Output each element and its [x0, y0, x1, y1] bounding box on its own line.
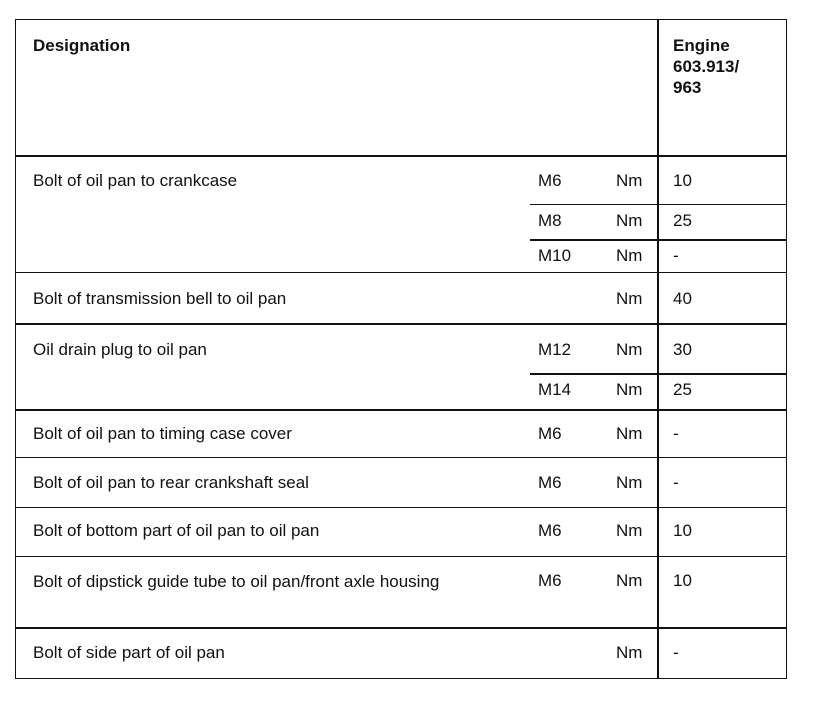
engine-header-line2: 603.913/: [673, 57, 740, 76]
row-designation: Bolt of transmission bell to oil pan: [33, 289, 287, 308]
row-designation: Bolt of dipstick guide tube to oil pan/front axle housing: [33, 572, 440, 591]
row-separator: [15, 323, 787, 325]
row-unit: Nm: [616, 340, 643, 359]
row-separator: [15, 627, 787, 629]
row-size: M10: [538, 246, 572, 265]
row-designation: Bolt of oil pan to crankcase: [33, 171, 238, 190]
row-designation: Oil drain plug to oil pan: [33, 340, 207, 359]
row-value: 10: [673, 571, 692, 590]
row-value: -: [673, 246, 679, 265]
row-size: M12: [538, 340, 572, 359]
row-designation: Bolt of bottom part of oil pan to oil pan: [33, 521, 320, 540]
row-size: M6: [538, 571, 562, 590]
row-value: -: [673, 643, 679, 662]
row-unit: Nm: [616, 424, 643, 443]
row-size: M6: [538, 171, 562, 190]
engine-header-line3: 963: [673, 78, 702, 97]
row-value: 10: [673, 171, 692, 190]
row-unit: Nm: [616, 521, 643, 540]
row-value: 25: [673, 380, 692, 399]
row-separator: [15, 409, 787, 411]
row-separator: [530, 204, 787, 205]
engine-header-line1: Engine: [673, 36, 730, 55]
row-designation: Bolt of oil pan to rear crankshaft seal: [33, 473, 309, 492]
row-separator: [530, 239, 787, 241]
row-value: -: [673, 424, 679, 443]
row-designation: Bolt of oil pan to timing case cover: [33, 424, 292, 443]
row-size: M6: [538, 521, 562, 540]
header-separator: [15, 155, 787, 157]
row-separator: [15, 457, 787, 458]
row-value: 10: [673, 521, 692, 540]
row-unit: Nm: [616, 571, 643, 590]
row-unit: Nm: [616, 473, 643, 492]
row-unit: Nm: [616, 643, 643, 662]
row-separator: [15, 272, 787, 273]
row-value: 25: [673, 211, 692, 230]
row-value: 30: [673, 340, 692, 359]
row-separator: [15, 556, 787, 557]
row-size: M8: [538, 211, 562, 230]
row-unit: Nm: [616, 246, 643, 265]
row-unit: Nm: [616, 289, 643, 308]
row-value: 40: [673, 289, 692, 308]
row-value: -: [673, 473, 679, 492]
row-size: M6: [538, 473, 562, 492]
row-unit: Nm: [616, 211, 643, 230]
row-separator: [530, 373, 787, 375]
row-designation: Bolt of side part of oil pan: [33, 643, 225, 662]
row-size: M6: [538, 424, 562, 443]
designation-header: Designation: [33, 36, 131, 55]
column-divider: [657, 19, 659, 679]
row-unit: Nm: [616, 380, 643, 399]
row-unit: Nm: [616, 171, 643, 190]
row-size: M14: [538, 380, 572, 399]
row-separator: [15, 507, 787, 508]
